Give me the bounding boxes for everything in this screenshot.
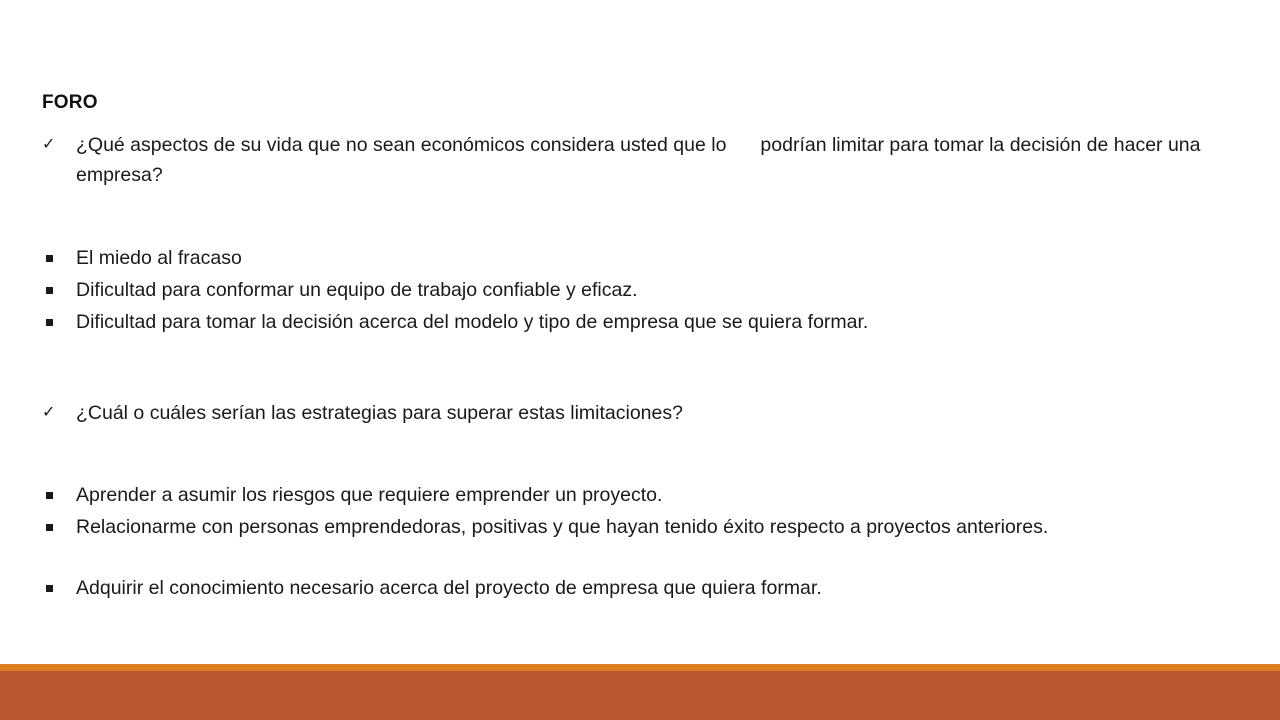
square-bullet-icon xyxy=(42,573,66,603)
answer-item-2-2 xyxy=(42,512,1242,542)
answer-item-1-3 xyxy=(42,307,1242,337)
square-bullet-icon xyxy=(42,275,66,305)
question-text-1-part-b: podrían limitar para tomar la decisión de hacer una empresa? xyxy=(76,134,1201,186)
square-bullet-icon xyxy=(42,512,66,542)
question-text-1-part-a: ¿Qué aspectos de su vida que no sean económicos considera usted que lo xyxy=(76,134,727,156)
check-icon: ✓ xyxy=(42,136,56,153)
answer-item-1-2 xyxy=(42,275,1242,305)
question-item-2 xyxy=(42,398,1242,428)
answer-text: Adquirir el conocimiento necesario acerca del proyecto de empresa que quiera formar. xyxy=(76,577,822,599)
answer-text: Relacionarme con personas emprendedoras, positivas y que hayan tenido éxito respecto a proyectos anteriores. xyxy=(76,516,1049,538)
square-bullet-icon xyxy=(42,307,66,337)
answer-text: El miedo al fracaso xyxy=(76,247,242,269)
question-text-2: ¿Cuál o cuáles serían las estrategias para superar estas limitaciones? xyxy=(76,402,683,424)
answer-text: Dificultad para conformar un equipo de trabajo confiable y eficaz. xyxy=(76,279,638,301)
square-bullet-icon xyxy=(42,480,66,510)
answer-item-1-1 xyxy=(42,243,1242,273)
answer-text: Aprender a asumir los riesgos que requiere emprender un proyecto. xyxy=(76,484,663,506)
footer-accent-line xyxy=(0,664,1280,671)
answer-item-2-3 xyxy=(42,573,1242,603)
question-item-1 xyxy=(42,130,1242,190)
question-text-1 xyxy=(76,130,1221,190)
check-icon: ✓ xyxy=(42,404,56,421)
square-bullet-icon xyxy=(42,243,66,273)
answer-text: Dificultad para tomar la decisión acerca del modelo y tipo de empresa que se quiera formar. xyxy=(76,311,869,333)
slide-title: FORO xyxy=(42,92,98,113)
answer-item-2-1 xyxy=(42,480,1242,510)
footer-bar xyxy=(0,671,1280,720)
